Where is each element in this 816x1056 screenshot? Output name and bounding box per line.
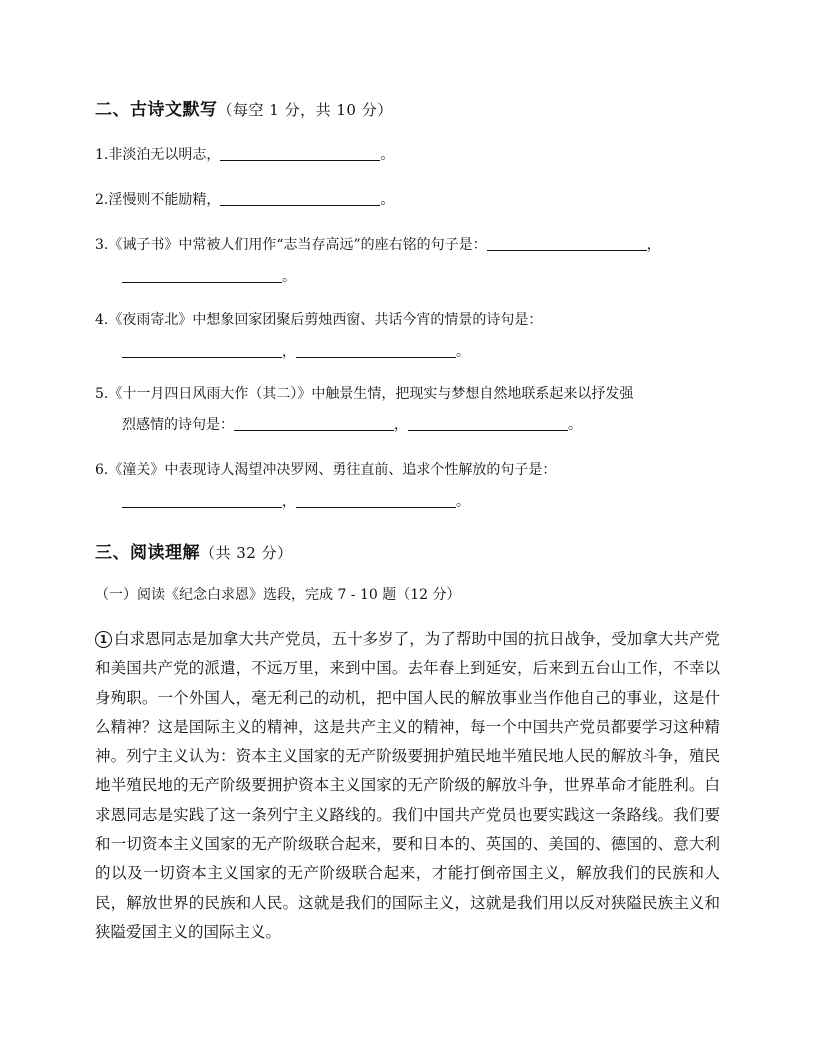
question-1 [95, 145, 394, 165]
answer-blank[interactable] [122, 343, 282, 358]
answer-blank[interactable] [296, 343, 456, 358]
punctuation: ， [282, 494, 296, 510]
question-text: 《十一月四日风雨大作（其二）》中触景生情，把现实与梦想自然地联系起来以抒发强 [108, 386, 634, 402]
section-3-score-note: （共 32 分） [200, 544, 293, 562]
question-number: 2. [95, 192, 109, 208]
question-text: 《潼关》中表现诗人渴望冲决罗网、勇往直前、追求个性解放的句子是： [108, 462, 557, 478]
question-5-line-2 [122, 415, 582, 435]
punctuation: 。 [282, 269, 296, 285]
question-number: 5. [95, 386, 109, 402]
section-2-heading [95, 95, 393, 120]
answer-blank[interactable] [122, 493, 282, 508]
section-3-title: 三、阅读理解 [95, 543, 200, 563]
question-number: 3. [95, 237, 109, 253]
reading-subheading: （一）阅读《纪念白求恩》选段，完成 7 - 10 题（12 分） [95, 587, 461, 603]
punctuation: 。 [568, 417, 582, 433]
question-text: 《诫子书》中常被人们用作“志当存高远”的座右铭的句子是： [108, 237, 487, 253]
punctuation: 。 [456, 494, 470, 510]
punctuation: 。 [456, 344, 470, 360]
punctuation: 。 [380, 147, 395, 163]
punctuation: ， [394, 417, 408, 433]
question-text: 烈感情的诗句是： [122, 417, 234, 433]
answer-blank[interactable] [487, 236, 647, 251]
question-number: 1. [95, 147, 109, 163]
punctuation: ， [282, 344, 296, 360]
punctuation: 。 [380, 192, 395, 208]
section-3-heading [95, 538, 293, 563]
answer-blank[interactable] [408, 416, 568, 431]
question-number: 4. [95, 312, 109, 328]
answer-blank[interactable] [296, 493, 456, 508]
question-3 [95, 235, 661, 255]
passage-text: 白求恩同志是加拿大共产党员，五十多岁了，为了帮助中国的抗日战争，受加拿大共产党和美国共产党的派遣，不远万里，来到中国。去年春上到延安，后来到五台山工作，不幸以身殉职。一个外国人，毫无利己的动机，把中国人民的解放事业当作他自己的事业，这是什么精神？这是国际主义的精神，这是共产主义的精神，每一个中国共产党员都要学习这种精神。列宁主义认为：资本主义国家的无产阶级要拥护殖民地半殖民地人民的解放斗争，殖民地半殖民地的无产阶级要拥护资本主义国家的无产阶级的解放斗争，世界革命才能胜利。白求恩同志是实践了这一条列宁主义路线的。我们中国共产党员也要实践这一条路线。我们要和一切资本主义国家的无产阶级联合起来，要和日本的、英国的、美国的、德国的、意大利的以及一切资本主义国家的无产阶级联合起来，才能打倒帝国主义，解放我们的民族和人民，解放世界的民族和人民。这就是我们的国际主义，这就是我们用以反对狭隘民族主义和狭隘爱国主义的国际主义。 [95, 630, 720, 941]
question-2 [95, 190, 394, 210]
section-2-title: 二、古诗文默写 [95, 100, 218, 120]
question-6 [95, 460, 556, 480]
question-5 [95, 384, 633, 404]
question-4-line-2 [122, 342, 470, 362]
section-2-score-note: （每空 1 分，共 10 分） [217, 101, 393, 119]
question-text: 《夜雨寄北》中想象回家团聚后剪烛西窗、共话今宵的情景的诗句是： [108, 312, 543, 328]
punctuation: ， [646, 237, 661, 253]
question-4 [95, 310, 542, 330]
paragraph-number-badge: 1 [95, 631, 112, 648]
answer-blank[interactable] [122, 268, 282, 283]
question-text: 非淡泊无以明志， [108, 147, 221, 163]
question-6-line-2 [122, 492, 470, 512]
question-3-line-2 [122, 267, 296, 287]
reading-passage [95, 625, 720, 947]
question-number: 6. [95, 462, 109, 478]
question-text: 淫慢则不能励精， [108, 192, 221, 208]
answer-blank[interactable] [234, 416, 394, 431]
answer-blank[interactable] [220, 146, 380, 161]
answer-blank[interactable] [220, 191, 380, 206]
